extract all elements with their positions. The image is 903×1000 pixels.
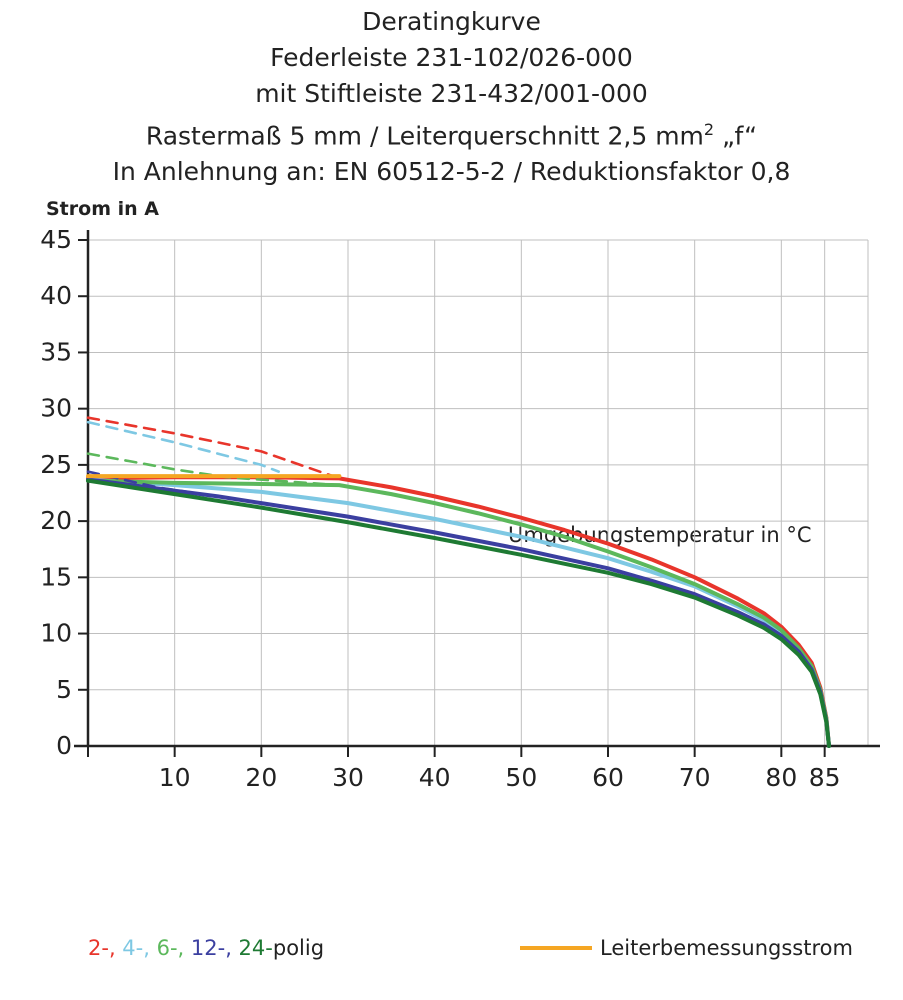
series-2 [88,480,829,746]
y-tick-label: 30 [40,393,72,423]
legend-pole-part-3: 12-, [190,936,239,960]
series-3 [88,422,279,471]
legend-pole-part-2: 6-, [156,936,191,960]
legend-pole-part-1: 4-, [122,936,157,960]
y-tick-label: 35 [40,337,72,367]
title-line-3: mit Stiftleiste 231-432/001-000 [255,79,648,108]
x-tick-label: 30 [332,763,364,793]
legend-pole-part-4: 24- [238,936,273,960]
series-0 [88,478,829,747]
title-line-4-pre: Rastermaß 5 mm / Leiterquerschnitt 2,5 mm [145,121,704,151]
x-tick-label: 50 [505,763,538,793]
legend-rated-current-line [520,946,592,950]
legend-pole-part-0: 2-, [88,936,123,960]
x-axis-label: Umgebungstemperatur in °C [508,523,812,548]
y-tick-label: 25 [40,450,72,480]
series-6 [88,480,829,746]
legend-poles [88,936,324,960]
y-tick-label: 5 [56,675,72,705]
x-tick-label: 80 [765,763,798,793]
y-tick-label: 0 [56,731,72,761]
series-4 [88,481,829,746]
y-tick-label: 20 [40,506,72,536]
y-tick-label: 15 [40,562,72,592]
y-tick-label: 45 [40,225,72,255]
x-tick-label: 10 [158,763,191,793]
x-tick-label: 20 [245,763,278,793]
x-tick-label: 85 [808,763,841,793]
chart-title-block [0,0,903,190]
series-8 [88,481,829,746]
legend-rated-current-swatch [520,934,592,960]
title-line-1: Deratingkurve [362,7,541,36]
title-line-4 [0,112,903,154]
title-line-4-superscript: 2 [703,120,715,139]
y-axis-label: Strom in A [46,198,159,221]
title-line-4-post: „f“ [714,121,758,151]
x-tick-label: 70 [678,763,711,793]
title-line-5: In Anlehnung an: EN 60512-5-2 / Reduktionsfaktor 0,8 [112,157,791,187]
plot-area [0,198,903,798]
legend-pole-part-5: polig [272,936,325,960]
legend-rated-current-label: Leiterbemessungsstrom [600,936,853,960]
y-tick-label: 10 [40,618,72,648]
y-tick-label: 40 [40,281,72,311]
title-line-2: Federleiste 231-102/026-000 [270,43,633,72]
x-tick-label: 40 [418,763,451,793]
deratingkurve-chart [0,198,903,798]
x-tick-label: 60 [592,763,624,793]
series-1 [88,418,339,479]
chart-legend [0,920,903,980]
